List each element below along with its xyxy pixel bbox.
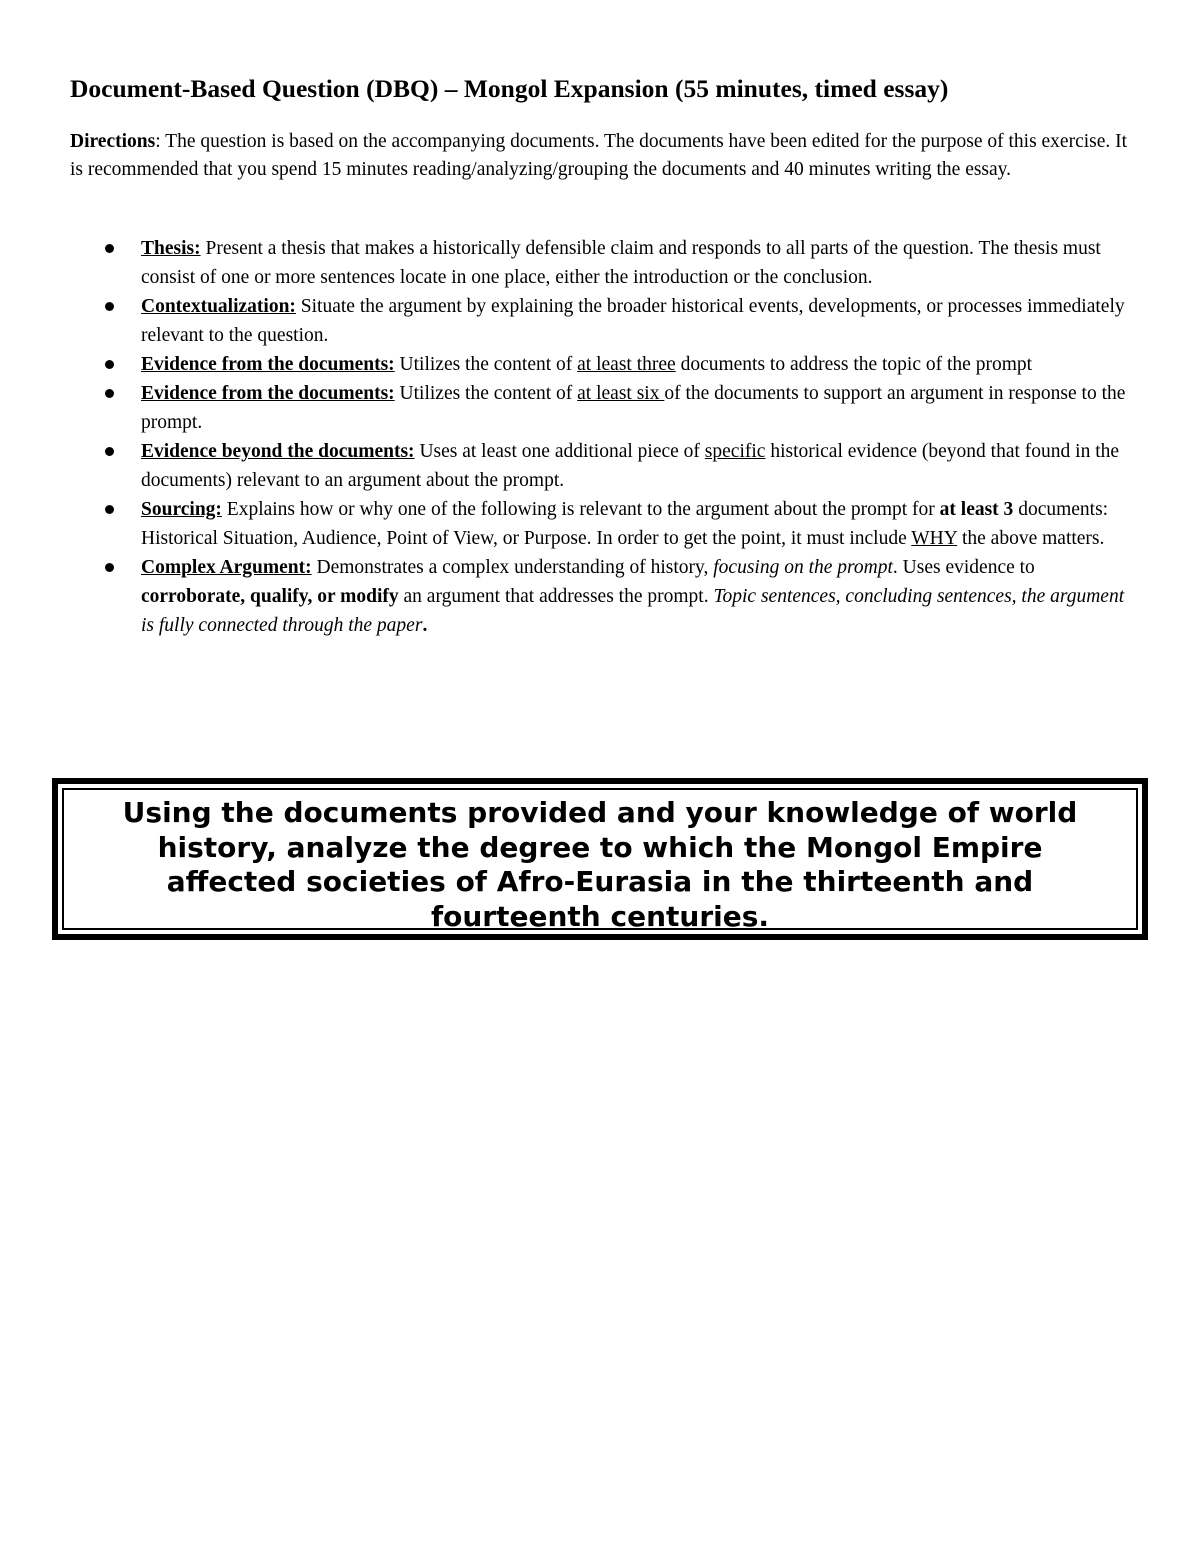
rubric-underlined-text: WHY bbox=[911, 528, 958, 549]
rubric-label: Evidence from the documents: bbox=[141, 354, 395, 375]
rubric-italic-text: Topic sentences, concluding sentences, the argument is fully connected through the paper bbox=[141, 586, 1125, 636]
rubric-label: Evidence from the documents: bbox=[141, 383, 395, 404]
bullet-icon bbox=[105, 389, 114, 398]
bullet-icon bbox=[105, 244, 114, 253]
rubric-underlined-text: specific bbox=[704, 441, 766, 462]
rubric-text: Utilizes the content of bbox=[394, 354, 578, 375]
rubric-text: documents to address the topic of the prompt bbox=[675, 354, 1033, 375]
rubric-item-complex-argument bbox=[70, 553, 1130, 640]
rubric-label: Contextualization: bbox=[141, 296, 296, 317]
bullet-icon bbox=[105, 302, 114, 311]
directions-label: Directions bbox=[70, 131, 156, 152]
bullet-icon bbox=[105, 563, 114, 572]
rubric-item-evidence-documents-six bbox=[70, 379, 1130, 437]
rubric-text: of the documents to support an argument in response to the prompt. bbox=[141, 383, 1126, 433]
rubric-underlined-text: at least six bbox=[577, 383, 665, 404]
essay-prompt-box bbox=[52, 778, 1148, 940]
rubric-text: historical evidence (beyond that found in the documents) relevant to an argument about the prompt. bbox=[141, 441, 1120, 491]
rubric-text: . bbox=[422, 615, 428, 636]
rubric-item-sourcing bbox=[70, 495, 1130, 553]
essay-prompt-line: history, analyze the degree to which the Mongol Empire bbox=[157, 830, 1043, 864]
essay-prompt bbox=[58, 796, 1142, 934]
rubric-label: Evidence beyond the documents: bbox=[141, 441, 415, 462]
essay-prompt-line: fourteenth centuries. bbox=[430, 899, 770, 933]
rubric-bold-text: corroborate, qualify, or modify bbox=[141, 586, 399, 607]
rubric-text: documents: Historical Situation, Audience, Point of View, or Purpose. In order to get the point, it must include bbox=[141, 499, 1109, 549]
rubric-label: Sourcing: bbox=[141, 499, 222, 520]
bullet-icon bbox=[105, 505, 114, 514]
rubric-text: Uses at least one additional piece of bbox=[414, 441, 705, 462]
rubric-item-contextualization bbox=[70, 292, 1130, 350]
rubric-text: an argument that addresses the prompt. bbox=[398, 586, 714, 607]
essay-prompt-line: Using the documents provided and your knowledge of world bbox=[122, 796, 1078, 829]
rubric-label: Thesis: bbox=[141, 238, 201, 259]
rubric-label: Complex Argument: bbox=[141, 557, 312, 578]
rubric-text: the above matters. bbox=[957, 528, 1105, 549]
rubric-italic-text: focusing on the prompt bbox=[713, 557, 893, 578]
rubric-text: Present a thesis that makes a historically defensible claim and responds to all parts of the question. The thesis must consist of one or more sentences locate in one place, either the introduction or the conclusion. bbox=[141, 238, 1101, 288]
rubric-item-thesis bbox=[70, 234, 1130, 292]
bullet-icon bbox=[105, 447, 114, 456]
directions-paragraph bbox=[70, 128, 1140, 183]
rubric-text: Situate the argument by explaining the broader historical events, developments, or processes immediately relevant to the question. bbox=[141, 296, 1125, 346]
directions-text: : The question is based on the accompanying documents. The documents have been edited for the purpose of this exercise. It is recommended that you spend 15 minutes reading/analyzing/grouping the documents and 40 minutes writing the essay. bbox=[70, 131, 1128, 180]
rubric-text: Demonstrates a complex understanding of history, bbox=[311, 557, 714, 578]
rubric-text: . Uses evidence to bbox=[892, 557, 1035, 578]
document-title: Document-Based Question (DBQ) – Mongol Expansion (55 minutes, timed essay) bbox=[70, 74, 949, 103]
rubric-bold-text: at least 3 bbox=[939, 499, 1014, 520]
rubric-item-evidence-documents-three bbox=[70, 350, 1130, 379]
rubric-text: Explains how or why one of the following is relevant to the argument about the prompt for bbox=[221, 499, 940, 520]
essay-prompt-line: affected societies of Afro-Eurasia in the thirteenth and bbox=[166, 865, 1034, 898]
rubric-text: Utilizes the content of bbox=[394, 383, 578, 404]
rubric-underlined-text: at least three bbox=[577, 354, 676, 375]
rubric-item-evidence-beyond bbox=[70, 437, 1130, 495]
bullet-icon bbox=[105, 360, 114, 369]
rubric-list bbox=[70, 234, 1130, 640]
